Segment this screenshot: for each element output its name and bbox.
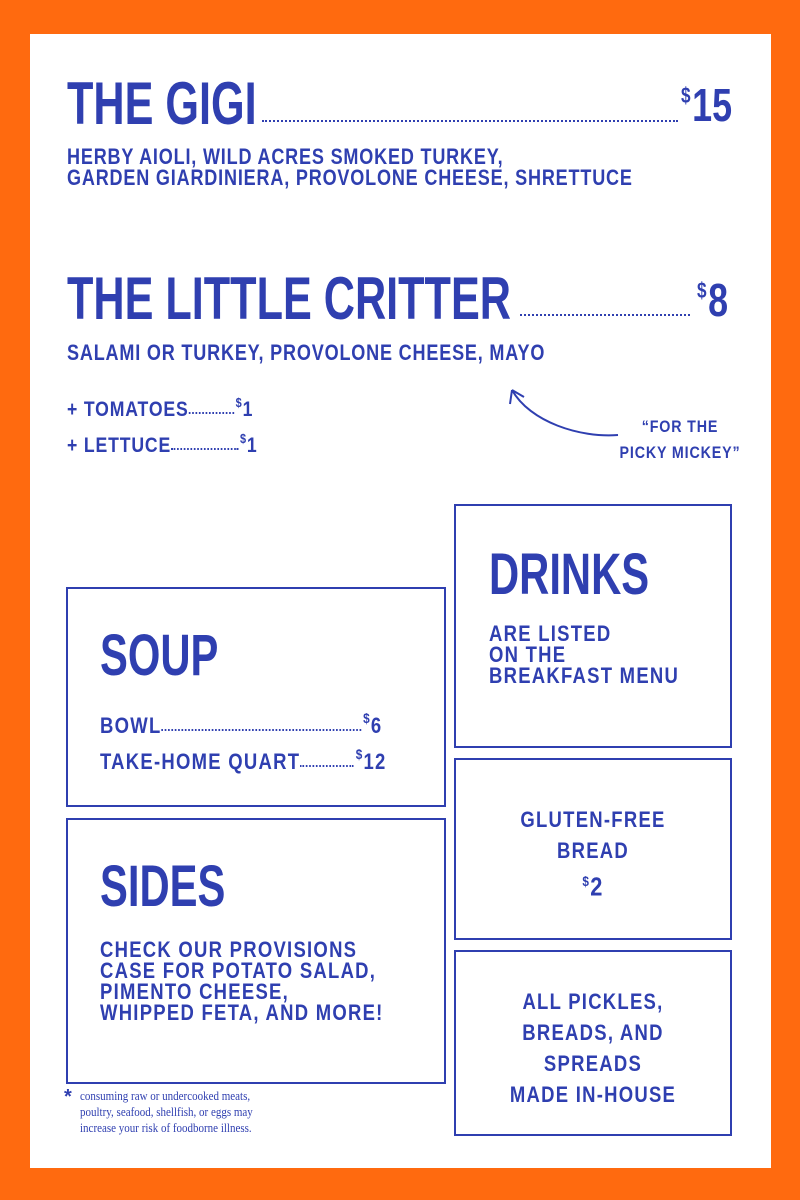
sides-text: CHECK OUR PROVISIONS CASE FOR POTATO SALAD, PIMENTO CHEESE, WHIPPED FETA, AND MORE!	[100, 937, 384, 1025]
menu-item-little-critter	[67, 265, 684, 332]
dot-leader	[262, 120, 678, 122]
menu-page: THE GIGI $15 HERBY AIOLI, WILD ACRES SMOKED TURKEY, GARDEN GIARDINIERA, PROVOLONE CHEESE, SHRETTUCE THE LITTLE CRITTER $8 SALAMI OR TURKEY, PROVOLONE CHEESE, MAYO + TOMATOES $1 + LETTUCE $1 “FOR THE PICKY MICKEY” DRINKS ARE LISTED ON THE BREAKFAST MENU SOUP BOWL $6 TAKE-HOME QUART $12 GLUTEN-FREE BREAD $2 SIDES CHECK OUR PROVISIONS CASE FOR POTATO SALAD, PIMENTO CHEESE, WHIPPED FETA, AND MORE! ALL PICKLES, BREADS, AND SPREADS MADE IN-HOUSE * consuming raw or undercooked meats, poultry, seafood, shellfish, or eggs may increase your risk of foodborne illness.	[30, 34, 771, 1168]
sides-heading: SIDES	[100, 854, 226, 919]
in-house-box	[454, 950, 732, 1136]
item-description: HERBY AIOLI, WILD ACRES SMOKED TURKEY, GARDEN GIARDINIERA, PROVOLONE CHEESE, SHRETTUCE	[67, 144, 633, 190]
drinks-heading: DRINKS	[489, 542, 650, 607]
item-title: THE GIGI	[67, 70, 257, 137]
menu-item-gigi	[67, 70, 330, 137]
soup-heading: SOUP	[100, 623, 219, 688]
drinks-text: ARE LISTED ON THE BREAKFAST MENU	[489, 621, 680, 688]
gluten-free-price: $2	[582, 871, 604, 902]
soup-row-bowl: BOWL $6	[100, 710, 383, 738]
soup-row-quart: TAKE-HOME QUART $12	[100, 746, 387, 774]
sides-box	[66, 818, 446, 1084]
item-price: $8	[697, 274, 729, 326]
addon-tomatoes: + TOMATOES $1	[67, 395, 254, 421]
item-title: THE LITTLE CRITTER	[67, 265, 511, 332]
soup-box	[66, 587, 446, 807]
in-house-text: ALL PICKLES, BREADS, AND SPREADS MADE IN-HOUSE	[509, 989, 677, 1107]
dot-leader	[520, 314, 690, 316]
item-description: SALAMI OR TURKEY, PROVOLONE CHEESE, MAYO	[67, 340, 546, 365]
addon-lettuce: + LETTUCE $1	[67, 431, 258, 457]
drinks-box	[454, 504, 732, 748]
gluten-free-box	[454, 758, 732, 940]
item-price: $15	[681, 79, 733, 131]
callout-note: “FOR THE PICKY MICKEY”	[619, 417, 741, 462]
gluten-free-text: GLUTEN-FREE BREAD $2	[456, 804, 730, 903]
asterisk: *	[64, 1086, 72, 1108]
